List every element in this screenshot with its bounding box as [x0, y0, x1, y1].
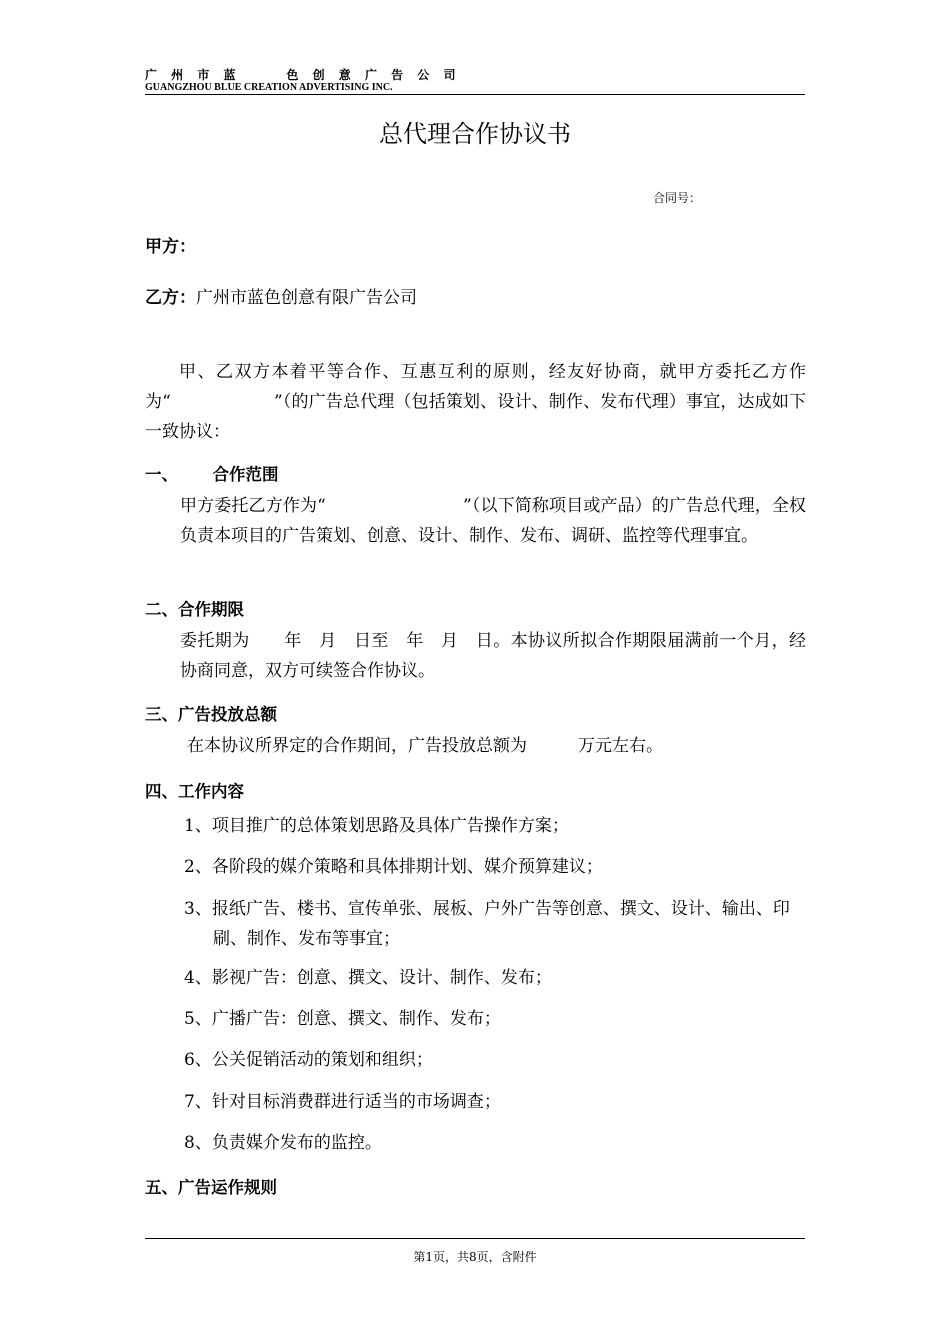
work-item: 5、广播广告：创意、撰文、制作、发布； [184, 1009, 501, 1029]
header-rule [145, 94, 805, 95]
section-heading-5: 五、广告运作规则 [145, 1178, 277, 1197]
section-body-3: 在本协议所界定的合作期间，广告投放总额为 万元左右。 [187, 736, 663, 756]
letterhead-company-en: GUANGZHOU BLUE CREATION ADVERTISING INC. [145, 82, 393, 93]
party-b-value: 广州市蓝色创意有限广告公司 [196, 288, 417, 308]
work-item: 7、针对目标消费群进行适当的市场调查； [184, 1092, 501, 1112]
work-item: 6、公关促销活动的策划和组织； [184, 1050, 433, 1070]
party-b [145, 283, 417, 308]
work-item: 2、各阶段的媒介策略和具体排期计划、媒介预算建议； [184, 857, 603, 877]
page-footer: 第1页，共8页，含附件 [413, 1250, 537, 1264]
section-heading-1: 一、 合作范围 [145, 465, 279, 484]
letterhead-company-cn: 广 州 市 蓝 色 创 意 广 告 公 司 [145, 68, 461, 82]
work-item: 3、报纸广告、楼书、宣传单张、展板、户外广告等创意、撰文、设计、输出、印刷、制作、发布等事宜； [184, 899, 790, 949]
work-item: 1、项目推广的总体策划思路及具体广告操作方案； [184, 816, 569, 836]
party-a-label: 甲方： [145, 237, 196, 257]
document-title: 总代理合作协议书 [379, 120, 571, 148]
party-a [145, 232, 196, 257]
party-b-label: 乙方： [145, 288, 196, 308]
section-heading-3: 三、广告投放总额 [145, 705, 277, 724]
footer-rule [145, 1238, 805, 1239]
section-body-2: 委托期为 年 月 日至 年 月 日。本协议所拟合作期限届满前一个月，经协商同意，双方可续签合作协议。 [180, 631, 806, 681]
work-item: 4、影视广告：创意、撰文、设计、制作、发布； [184, 968, 552, 988]
contract-number: 合同号： [653, 191, 702, 205]
intro-paragraph: 甲、乙双方本着平等合作、互惠互利的原则，经友好协商，就甲方委托乙方作为“ ”（的广告总代理（包括策划、设计、制作、发布代理）事宜，达成如下一致协议： [145, 362, 806, 442]
section-heading-4: 四、工作内容 [145, 782, 244, 801]
section-heading-2: 二、合作期限 [145, 600, 244, 619]
section-body-1: 甲方委托乙方作为“ ”（以下简称项目或产品）的广告总代理，全权负责本项目的广告策划、创意、设计、制作、发布、调研、监控等代理事宜。 [180, 496, 806, 546]
work-item: 8、负责媒介发布的监控。 [184, 1133, 382, 1153]
